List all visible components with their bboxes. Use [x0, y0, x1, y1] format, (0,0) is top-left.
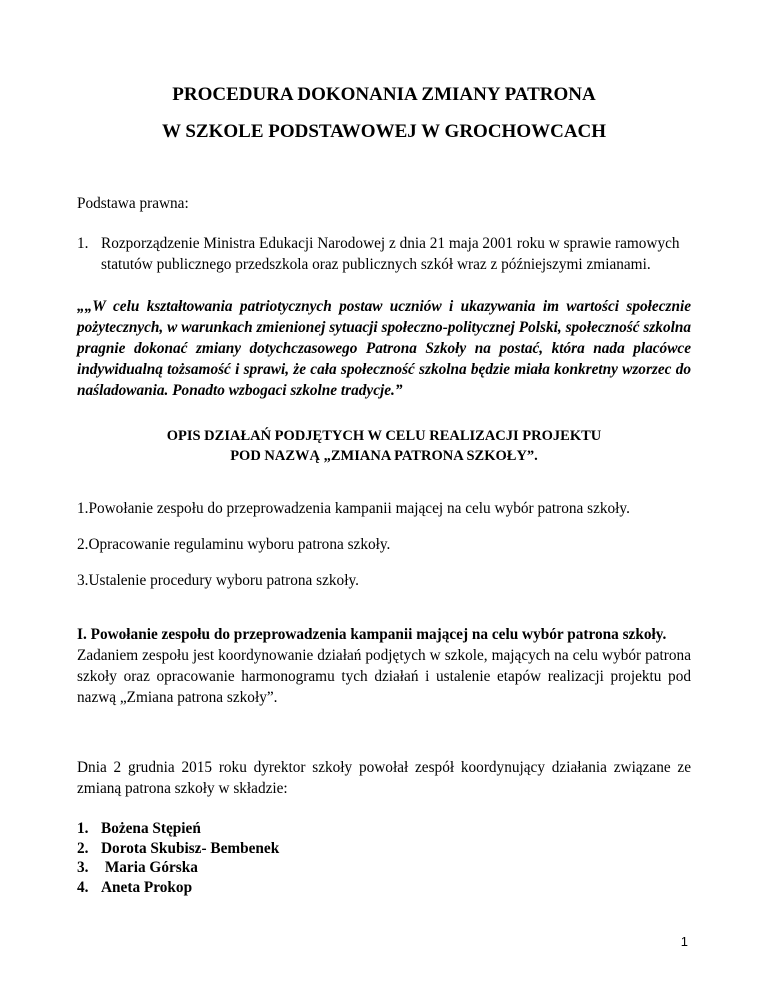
- member-number: 2.: [77, 839, 89, 857]
- actions-heading-line-2: POD NAZWĄ „ZMIANA PATRONA SZKOŁY”.: [230, 448, 538, 464]
- legal-basis-item-number: 1.: [77, 235, 89, 252]
- appointment-paragraph: Dnia 2 grudnia 2015 roku dyrektor szkoły powołał zespół koordynujący działania związane ze zmianą patrona szkoły w składzie:: [77, 759, 691, 797]
- step-item: 2.Opracowanie regulaminu wyboru patrona szkoły.: [77, 536, 391, 553]
- member-name: Aneta Prokop: [101, 878, 193, 896]
- team-members-list: [77, 819, 279, 897]
- page-number: 1: [680, 934, 688, 949]
- mission-quote: „„W celu kształtowania patriotycznych postaw uczniów i ukazywania im wartości społecznie pożytecznych, w warunkach zmienionej sytuacji społeczno-politycznej Polski, społeczność szkolna pragnie dokonać zmiany dotychczasowego Patrona Szkoły na postać, która nada placówce indywidualną tożsamość i sprawi, że cała społeczność szkolna będzie miała konkretny wzorzec do naśladowania. Ponadto wzbogaci szkolne tradycje.”: [77, 298, 691, 399]
- section-1-heading: I. Powołanie zespołu do przeprowadzenia kampanii mającej na celu wybór patrona szkoły.: [77, 626, 667, 643]
- step-item: 1.Powołanie zespołu do przeprowadzenia kampanii mającej na celu wybór patrona szkoły.: [77, 500, 630, 517]
- member-name: Bożena Stępień: [101, 820, 201, 837]
- legal-basis-label: Podstawa prawna:: [77, 195, 189, 212]
- step-item: 3.Ustalenie procedury wyboru patrona szkoły.: [77, 572, 359, 589]
- section-1: [77, 624, 691, 708]
- section-1-body: Zadaniem zespołu jest koordynowanie działań podjętych w szkole, mających na celu wybór patrona szkoły oraz opracowanie harmonogramu tych działań i ustalenie etapów realizacji projektu pod nazwą „Zmiana patrona szkoły”.: [77, 647, 691, 706]
- list-item: [77, 858, 279, 878]
- legal-basis-item: [77, 233, 697, 275]
- actions-heading-line-1: OPIS DZIAŁAŃ PODJĘTYCH W CELU REALIZACJI PROJEKTU: [166, 428, 602, 444]
- document-title-line-1: PROCEDURA DOKONANIA ZMIANY PATRONA: [172, 84, 596, 105]
- member-name: Maria Górska: [101, 859, 198, 876]
- member-number: 1.: [77, 820, 89, 837]
- member-name: Dorota Skubisz- Bembenek: [101, 839, 280, 857]
- document-title-line-2: W SZKOLE PODSTAWOWEJ W GROCHOWCACH: [161, 121, 607, 142]
- list-item: [77, 819, 279, 839]
- member-number: 3.: [77, 859, 89, 876]
- list-item: [77, 878, 279, 898]
- legal-basis-item-text: Rozporządzenie Ministra Edukacji Narodowej z dnia 21 maja 2001 roku w sprawie ramowych statutów publicznego przedszkola oraz publicznych szkół wraz z późniejszymi zmianami.: [101, 235, 680, 273]
- member-number: 4.: [77, 878, 89, 896]
- list-item: [77, 839, 279, 859]
